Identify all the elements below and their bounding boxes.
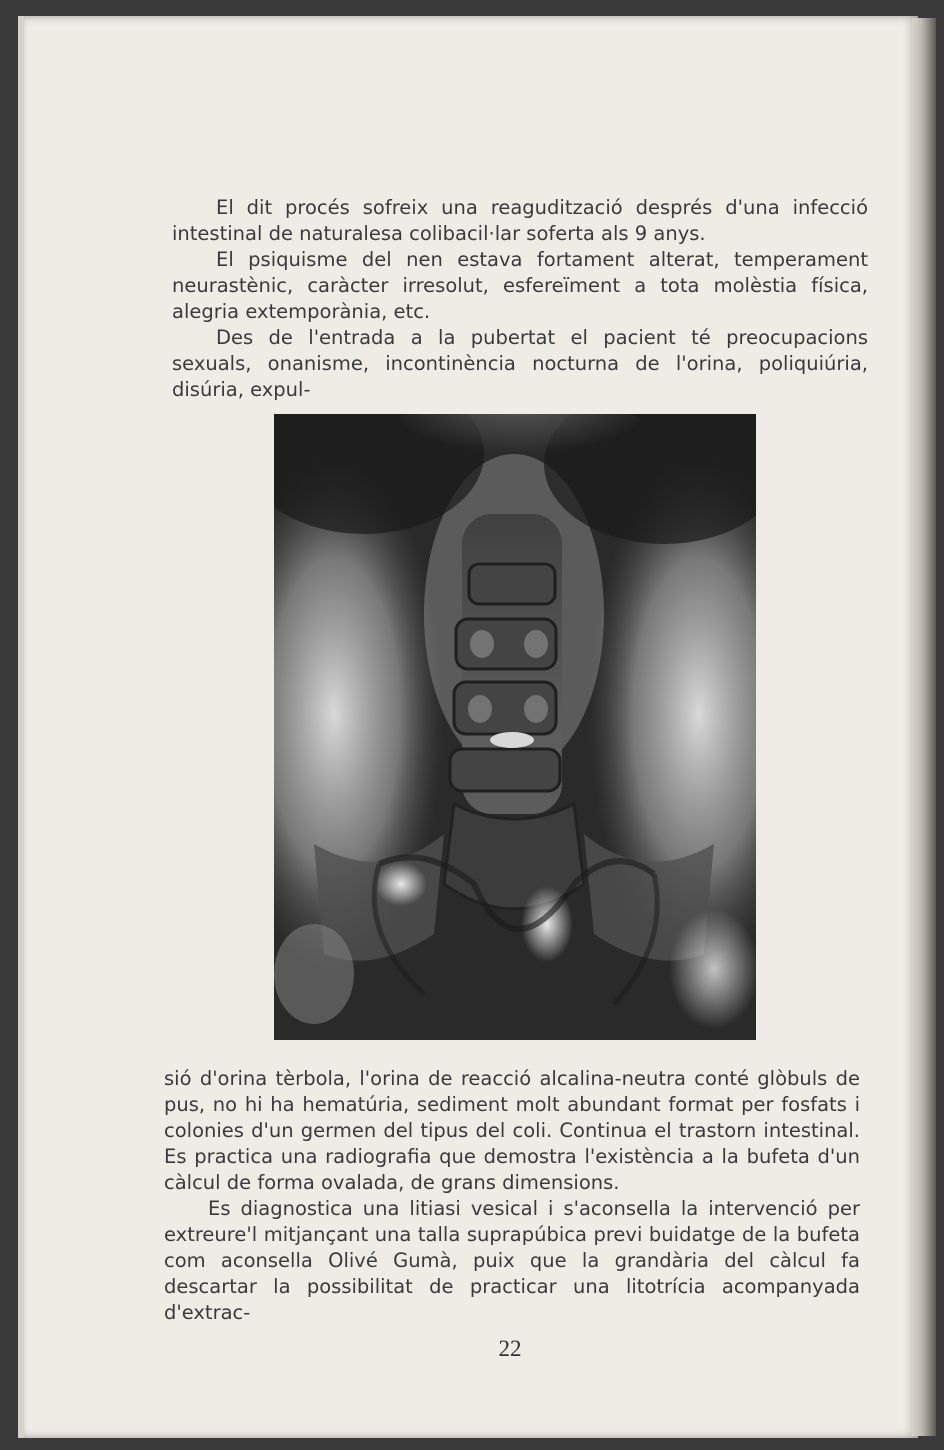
xray-radiograph	[274, 414, 756, 1040]
paragraph: Des de l'entrada a la pubertat el pacient té preocupacions sexuals, onanisme, incontinència nocturna de l'orina, poliquiúria, disúria, expul-	[172, 326, 868, 401]
page-left-edge	[18, 16, 24, 1438]
paragraph: El dit procés sofreix una reagudització després d'una infecció intestinal de naturalesa colibacil·lar soferta als 9 anys.	[172, 196, 868, 245]
paragraph: El psiquisme del nen estava fortament alterat, temperament neurastènic, caràcter irresolut, esfereïment a tota molèstia física, alegria extemporània, etc.	[172, 248, 868, 323]
page-number: 22	[498, 1336, 522, 1361]
page-right-edge	[912, 18, 936, 1436]
paragraph: Es diagnostica una litiasi vesical i s'aconsella la intervenció per extreure'l mitjançant una talla suprapúbica previ buidatge de la bufeta com aconsella Olivé Gumà, puix que la grandària del càlcul fa descartar la possibilitat de practicar una litotrícia acompanyada d'extrac-	[164, 1197, 860, 1324]
paragraph: sió d'orina tèrbola, l'orina de reacció alcalina-neutra conté glòbuls de pus, no hi ha hematúria, sediment molt abundant format per fosfats i colonies d'un germen del tipus del coli. Continua el trastorn intestinal. Es practica una radiografia que demostra l'existència a la bufeta d'un càlcul de forma ovalada, de grans dimensions.	[164, 1067, 860, 1194]
body-text-bottom	[164, 1066, 860, 1326]
body-text-top	[172, 195, 868, 403]
